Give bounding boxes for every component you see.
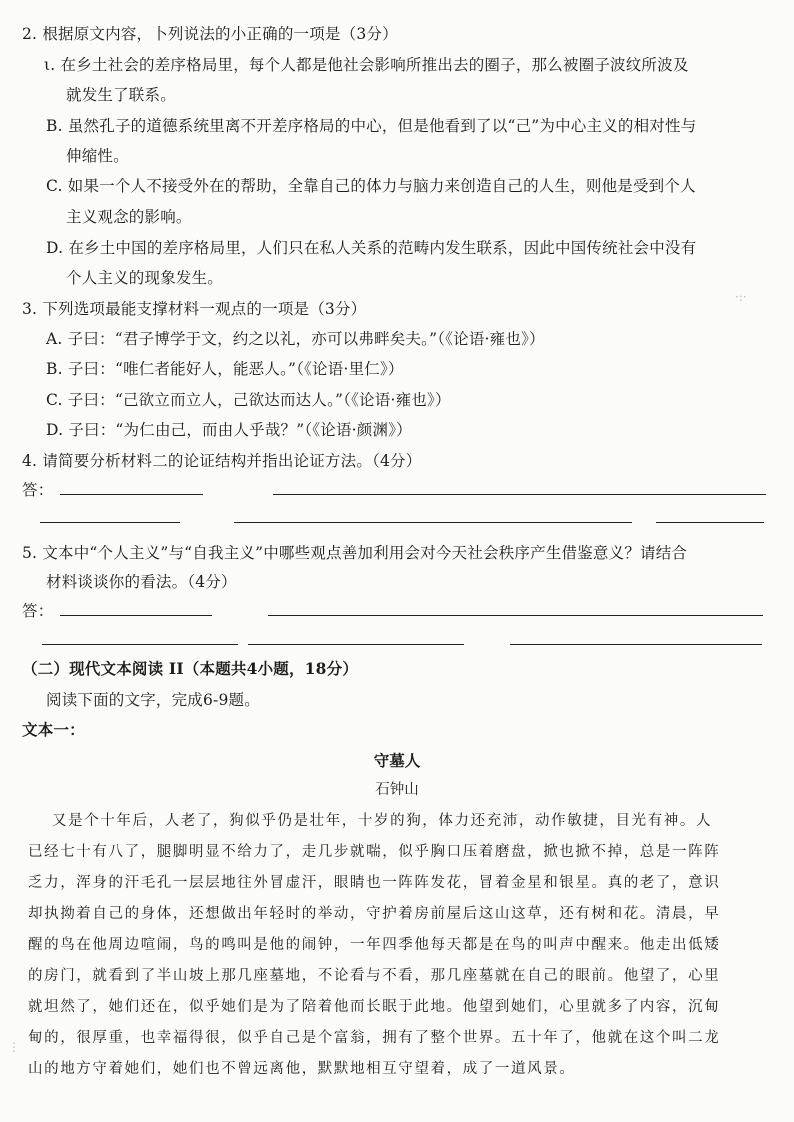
question-2-option-c-line1: C. 如果一个人不接受外在的帮助，全靠自己的体力与脑力来创造自己的人生，则他是受到个人 bbox=[46, 177, 696, 195]
answer-line bbox=[268, 615, 763, 616]
story-paragraph-line: 甸的，很厚重，也幸福得很，似乎自己是个富翁，拥有了整个世界。五十年了，他就在这个叫二龙 bbox=[28, 1030, 721, 1046]
answer-line bbox=[60, 494, 203, 495]
story-paragraph-line: 就坦然了，她们还在，似乎她们是为了陪着他而长眠于此地。他望到她们，心里就多了内容，沉甸 bbox=[28, 999, 721, 1015]
question-2-option-b-line2: 伸缩性。 bbox=[66, 147, 129, 165]
story-paragraph-line: 却执拗着自己的身体，还想做出年轻时的举动，守护着房前屋后这山这草，还有树和花。清晨，早 bbox=[28, 906, 721, 922]
answer-line bbox=[60, 615, 212, 616]
question-3-option-d: D. 子曰：“为仁由己，而由人乎哉？”（《论语·颜渊》） bbox=[46, 421, 412, 439]
question-4-answer-label: 答： bbox=[22, 481, 54, 499]
question-3-option-b: B. 子曰：“唯仁者能好人，能恶人。”（《论语·里仁》） bbox=[46, 360, 404, 378]
text-one-label: 文本一： bbox=[22, 720, 85, 739]
story-paragraph-line: 乏力，浑身的汗毛孔一层层地往外冒虚汗，眼睛也一阵阵发花，冒着金星和银星。真的老了，意识 bbox=[28, 875, 721, 891]
question-2-option-d-line2: 个人主义的现象发生。 bbox=[66, 269, 224, 287]
answer-line bbox=[40, 522, 180, 523]
question-2-option-a-line2: 就发生了联系。 bbox=[66, 86, 176, 104]
scan-speck: ·:· bbox=[735, 290, 747, 304]
question-5-answer-label: 答： bbox=[22, 602, 54, 620]
story-paragraph-line: 醒的鸟在他周边喧闹，鸟的鸣叫是他的闹钟，一年四季他每天都是在鸟的叫声中醒来。他走出低矮 bbox=[28, 937, 721, 953]
story-author: 石钟山 bbox=[375, 782, 419, 798]
question-2-option-c-line2: 主义观念的影响。 bbox=[66, 208, 192, 226]
story-title: 守墓人 bbox=[373, 751, 421, 770]
question-5-stem-line2: 材料谈谈你的看法。（4分） bbox=[46, 573, 237, 591]
answer-line bbox=[273, 494, 766, 495]
section-heading: （二）现代文本阅读 II（本题共4小题，18分） bbox=[22, 659, 359, 678]
question-2-stem: 2. 根据原文内容，卜列说法的小正确的一项是（3分） bbox=[22, 25, 398, 43]
question-2-option-a-line1: ι. 在乡土社会的差序格局里，每个人都是他社会影响所推出去的圈子，那么被圈子波纹所波及 bbox=[44, 56, 689, 74]
answer-line bbox=[234, 522, 632, 523]
answer-line bbox=[656, 522, 764, 523]
story-paragraph-line: 又是个十年后，人老了，狗似乎仍是壮年，十岁的狗，体力还充沛，动作敏捷，目光有神。人 bbox=[52, 813, 713, 829]
answer-line bbox=[42, 644, 238, 645]
question-3-option-a: A. 子曰：“君子博学于文，约之以礼，亦可以弗畔矣夫。”（《论语·雍也》） bbox=[46, 330, 545, 348]
answer-line bbox=[248, 644, 464, 645]
scan-speck: ⋮ bbox=[8, 1040, 20, 1054]
question-2-option-b-line1: B. 虽然孔子的道德系统里离不开差序格局的中心，但是他看到了以“己”为中心主义的相对性与 bbox=[46, 117, 697, 135]
section-instruction: 阅读下面的文字，完成6-9题。 bbox=[46, 691, 260, 709]
story-paragraph-line: 山的地方守着她们，她们也不曾远离他，默默地相互守望着，成了一道风景。 bbox=[28, 1061, 576, 1077]
question-5-stem-line1: 5. 文本中“个人主义”与“自我主义”中哪些观点善加利用会对今天社会秩序产生借鉴意义？请结合 bbox=[22, 544, 688, 562]
story-paragraph-line: 的房门，就看到了半山坡上那几座墓地，不论看与不看，那几座墓就在自己的眼前。他望了，心里 bbox=[28, 968, 721, 984]
question-3-option-c: C. 子曰：“己欲立而立人，己欲达而达人。”（《论语·雍也》） bbox=[46, 391, 451, 409]
question-4-stem: 4. 请简要分析材料二的论证结构并指出论证方法。（4分） bbox=[22, 452, 422, 470]
question-2-option-d-line1: D. 在乡土中国的差序格局里，人们只在私人关系的范畴内发生联系，因此中国传统社会中没有 bbox=[46, 239, 697, 257]
question-3-stem: 3. 下列选项最能支撑材料一观点的一项是（3分） bbox=[22, 300, 367, 318]
story-paragraph-line: 已经七十有八了，腿脚明显不给力了，走几步就喘，似乎胸口压着磨盘，掀也掀不掉，总是一阵阵 bbox=[28, 844, 721, 860]
answer-line bbox=[510, 644, 762, 645]
